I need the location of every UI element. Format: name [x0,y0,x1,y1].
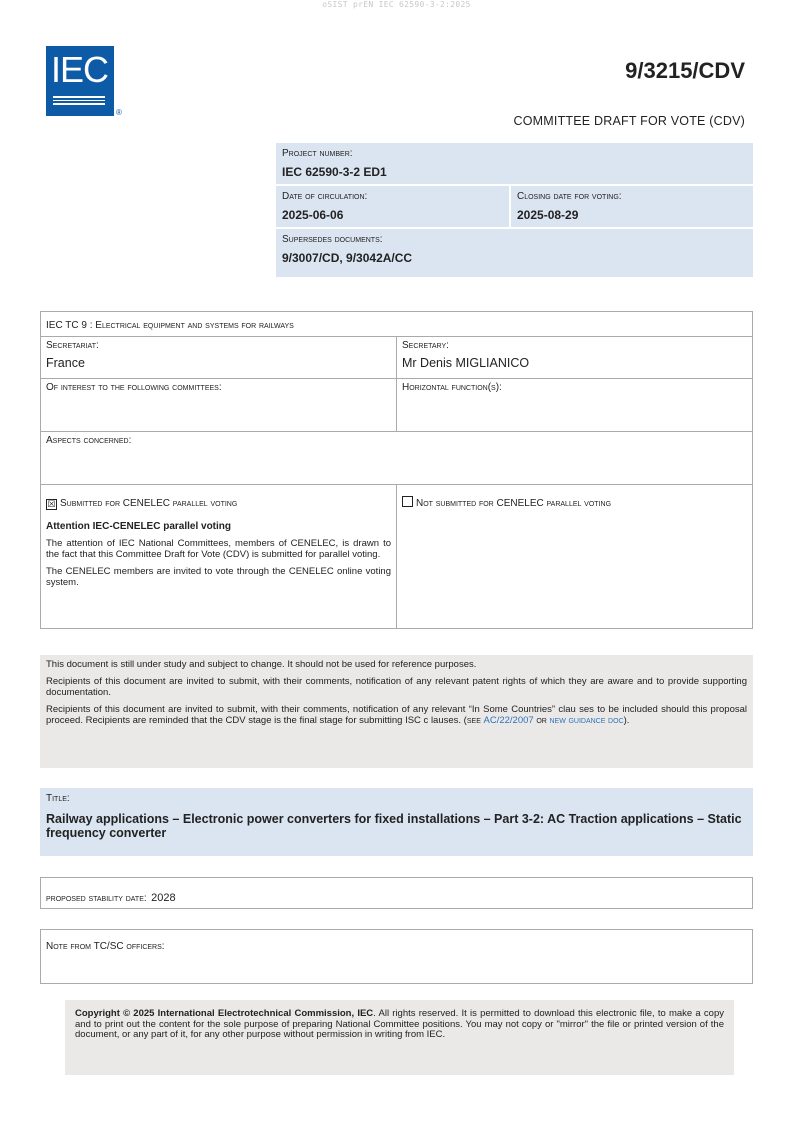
or-text: or [536,715,547,726]
not-submitted-label: Not submitted for CENELEC parallel voting [416,498,612,509]
aspects-label: Aspects concerned: [46,435,132,446]
copyright-text [75,1009,724,1041]
iec-logo [46,46,114,116]
title-box [40,788,753,856]
supersedes-value: 9/3007/CD, 9/3042A/CC [282,251,413,265]
secretary-cell [397,337,753,379]
see-text: see [466,715,481,726]
interest-cell [41,379,397,432]
secretariat-cell [41,337,397,379]
ac-22-2007-link[interactable]: AC/22/2007 [483,715,534,726]
attention-paragraph-1: The attention of IEC National Committees, members of CENELEC, is drawn to the fact that this Committee Draft for Vote (CDV) is submitted for parallel voting. [46,538,391,560]
note-label: Note from TC/SC officers: [46,941,165,952]
watermark: oSIST prEN IEC 62590-3-2:2025 [322,0,471,9]
aspects-cell [41,432,753,485]
notice-box [40,655,753,768]
new-guidance-doc-link[interactable]: new guidance doc [549,715,624,726]
closing-cell [509,186,753,229]
submitted-cell [41,485,397,629]
project-number-label: Project number: [282,148,353,159]
project-number-value: IEC 62590-3-2 ED1 [282,165,387,179]
title-label: Title: [46,793,70,804]
not-submitted-checkbox[interactable] [402,496,413,507]
copyright-body: . All rights reserved. It is permitted to download this electronic file, to make a copy and to print out the content for the sole purpose of preparing National Committee positions. You may not copy or "mirror" the file or printed version of the document, or any part of it, for any other purpose without permission in writing from IEC. [75,1008,724,1040]
logo-text: IEC [51,49,109,90]
copyright-bold: Copyright © 2025 International Electrotechnical Commission, IEC [75,1008,374,1019]
project-number-cell [276,143,753,186]
not-submitted-cell [397,485,753,629]
notice-paragraph-1: This document is still under study and subject to change. It should not be used for reference purposes. [46,659,477,670]
circulation-label: Date of circulation: [282,191,368,202]
document-title: Railway applications – Electronic power converters for fixed installations – Part 3-2: AC Traction applications – Static frequency converter [46,812,742,840]
horizontal-label: Horizontal function(s): [402,382,502,393]
stability-label: proposed stability date: [46,893,147,904]
circulation-value: 2025-06-06 [282,208,344,222]
secretary-label: Secretary: [402,340,449,351]
secretariat-label: Secretariat: [46,340,99,351]
project-info [276,143,753,279]
notice-paragraph-2: Recipients of this document are invited to submit, with their comments, notification of any relevant patent rights of which they are aware and to provide supporting documentation. [46,676,747,698]
supersedes-label: Supersedes documents: [282,234,383,245]
document-number: 9/3215/CDV [625,58,745,83]
submitted-checkbox[interactable]: ☒ [47,499,56,509]
notice-paragraph-3 [46,704,747,726]
close-paren: ). [623,715,630,726]
closing-value: 2025-08-29 [517,208,579,222]
stability-box [40,877,753,909]
tc-cell [41,312,753,337]
logo-lines [53,96,105,107]
circulation-cell [276,186,509,229]
horizontal-cell [397,379,753,432]
stability-value: 2028 [151,892,176,904]
committee-table [40,311,753,629]
supersedes-cell [276,229,753,279]
copyright-box [65,1000,734,1075]
submitted-label: Submitted for CENELEC parallel voting [60,498,238,509]
registered-mark: ® [116,108,122,117]
notice-paragraph-3-text: Recipients of this document are invited to submit, with their comments, notification of any relevant “In Some Countries” clau ses to be included should this proposal proceed. Recipients are reminded that the CDV stage is the final stage for submitting ISC c lauses. ( [46,704,747,726]
attention-title: Attention IEC-CENELEC parallel voting [46,521,232,532]
document-type: COMMITTEE DRAFT FOR VOTE (CDV) [513,114,745,128]
closing-label: Closing date for voting: [517,191,622,202]
secretariat-value: France [46,356,85,370]
interest-label: Of interest to the following committees: [46,382,222,393]
note-box [40,929,753,984]
secretary-value: Mr Denis MIGLIANICO [402,356,530,370]
attention-paragraph-2: The CENELEC members are invited to vote through the CENELEC online voting system. [46,566,391,588]
dates-row [276,186,753,229]
tc-label: IEC TC 9 : Electrical equipment and systems for railways [46,320,294,331]
